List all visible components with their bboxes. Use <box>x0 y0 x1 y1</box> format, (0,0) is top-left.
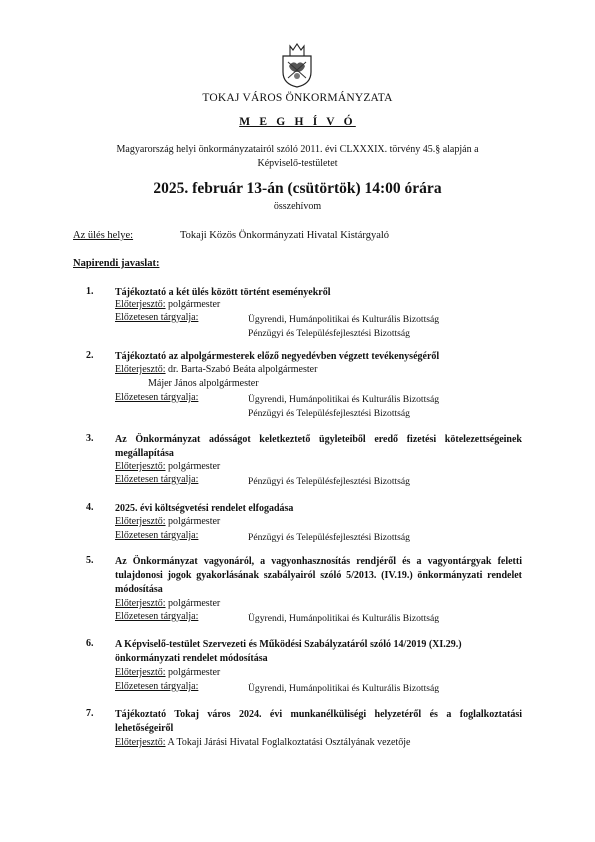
presenter-label: Előterjesztő: <box>115 667 166 678</box>
reviewed-label: Előzetesen tárgyalja: <box>115 530 199 541</box>
presenter-line <box>115 598 220 609</box>
presenter-name: polgármester <box>168 598 221 609</box>
committee: Ügyrendi, Humánpolitikai és Kulturális Bizottság <box>248 394 440 405</box>
reviewed-label: Előzetesen tárgyalja: <box>115 312 199 323</box>
agenda-item-number: 3. <box>86 433 94 444</box>
presenter-label: Előterjesztő: <box>115 516 166 527</box>
convene-text: összehívom <box>273 201 322 212</box>
committee: Pénzügyi és Településfejlesztési Bizottság <box>248 532 410 543</box>
presenter-line <box>115 299 220 310</box>
committee: Pénzügyi és Településfejlesztési Bizottság <box>248 408 410 419</box>
agenda-item-title: 2025. évi költségvetési rendelet elfogadása <box>115 503 294 514</box>
presenter-name: polgármester <box>168 667 221 678</box>
agenda-item-title: Tájékoztató Tokaj város 2024. évi munkanélküliségi helyzetéről és a foglalkoztatási lehetőségeiről <box>115 709 522 734</box>
agenda-item-title: A Képviselő-testület Szervezeti és Működési Szabályzatáról szóló 14/2019 (XI.29.) önkormányzati rendelet módosítása <box>115 639 462 664</box>
presenter-label: Előterjesztő: <box>115 737 166 748</box>
committee: Ügyrendi, Humánpolitikai és Kulturális Bizottság <box>248 683 440 694</box>
committee: Ügyrendi, Humánpolitikai és Kulturális Bizottság <box>248 314 440 325</box>
reviewed-label: Előzetesen tárgyalja: <box>115 474 199 485</box>
organization-name: TOKAJ VÁROS ÖNKORMÁNYZATA <box>202 92 393 104</box>
agenda-item-number: 6. <box>86 638 94 649</box>
meeting-date-time: 2025. február 13-án (csütörtök) 14:00 órára <box>153 180 442 197</box>
presenter-label: Előterjesztő: <box>115 598 166 609</box>
location-label: Az ülés helye: <box>73 230 134 241</box>
agenda-item-number: 7. <box>86 708 94 719</box>
coat-of-arms-icon <box>279 42 315 88</box>
committee: Pénzügyi és Településfejlesztési Bizottság <box>248 476 410 487</box>
presenter-line <box>115 516 220 527</box>
reviewed-label: Előzetesen tárgyalja: <box>115 611 199 622</box>
agenda-item-title: Az Önkormányzat adósságot keletkeztető ügyleteiből eredő fizetési kötelezettségeinek megállapítása <box>115 434 522 459</box>
presenter-label: Előterjesztő: <box>115 364 166 375</box>
document-title: M E G H Í V Ó <box>239 116 356 128</box>
presenter-line <box>115 667 220 678</box>
presenter-label: Előterjesztő: <box>115 299 166 310</box>
committee: Pénzügyi és Településfejlesztési Bizottság <box>248 328 410 339</box>
agenda-item-number: 4. <box>86 502 94 513</box>
presenter-name-2: Májer János alpolgármester <box>148 378 259 389</box>
agenda-item-title: Tájékoztató a két ülés között történt eseményekről <box>115 287 331 298</box>
presenter-name: polgármester <box>168 299 221 310</box>
agenda-item-number: 1. <box>86 286 94 297</box>
presenter-line <box>115 737 410 748</box>
agenda-item-number: 5. <box>86 555 94 566</box>
presenter-name: polgármester <box>168 461 221 472</box>
intro-text <box>60 143 535 171</box>
presenter-label: Előterjesztő: <box>115 461 166 472</box>
intro-line-1: Magyarország helyi önkormányzatairól szóló 2011. évi CLXXXIX. törvény 45.§ alapján a <box>116 144 479 155</box>
agenda-item-title: Tájékoztató az alpolgármesterek előző negyedévben végzett tevékenységéről <box>115 351 440 362</box>
presenter-name: A Tokaji Járási Hivatal Foglalkoztatási Osztályának vezetője <box>167 737 411 748</box>
reviewed-label: Előzetesen tárgyalja: <box>115 681 199 692</box>
intro-line-2: Képviselő-testületet <box>257 158 338 169</box>
agenda-heading: Napirendi javaslat: <box>73 258 160 269</box>
committee: Ügyrendi, Humánpolitikai és Kulturális Bizottság <box>248 613 440 624</box>
presenter-line <box>115 364 317 375</box>
presenter-name: polgármester <box>168 516 221 527</box>
agenda-item-title: Az Önkormányzat vagyonáról, a vagyonhasznosítás rendjéről és a vagyontárgyak feletti tulajdonosi jogok gyakorlásának szabályairól szóló 5/2013. (IV.19.) önkormányzati rendelet módosítása <box>115 556 522 595</box>
location-value: Tokaji Közös Önkormányzati Hivatal Kistárgyaló <box>180 230 390 241</box>
agenda-item-number: 2. <box>86 350 94 361</box>
presenter-name: dr. Barta-Szabó Beáta alpolgármester <box>168 364 318 375</box>
presenter-line <box>115 461 220 472</box>
reviewed-label: Előzetesen tárgyalja: <box>115 392 199 403</box>
